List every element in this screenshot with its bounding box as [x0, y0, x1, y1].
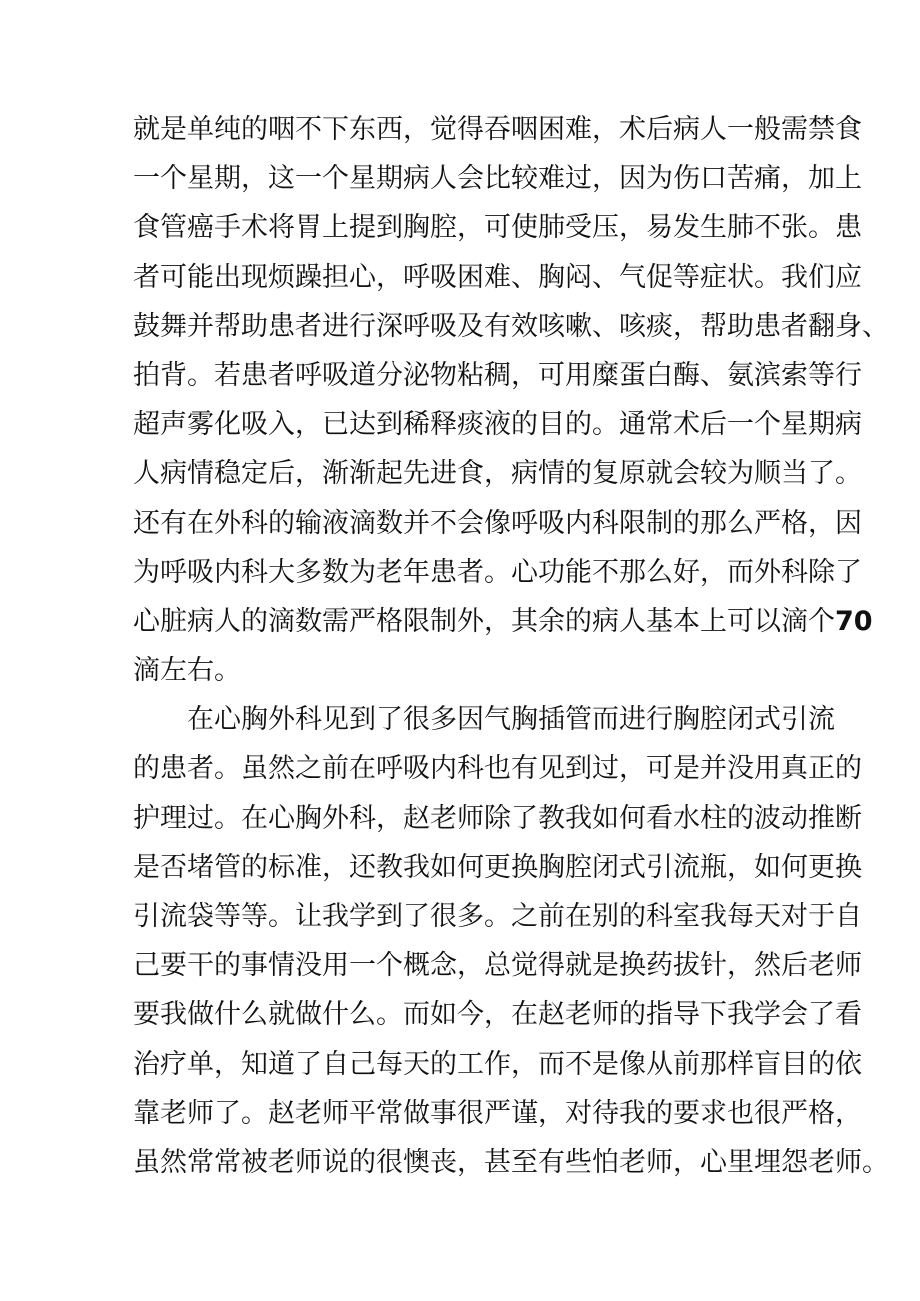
- paragraph-1-line-9: 还有在外科的输液滴数并不会像呼吸内科限制的那么严格，因: [133, 507, 862, 539]
- paragraph-2-line-1: 在心胸外科见到了很多因气胸插管而进行胸腔闭式引流: [187, 704, 835, 736]
- paragraph-2-line-7: 要我做什么就做什么。而如今，在赵老师的指导下我学会了看: [133, 999, 862, 1031]
- paragraph-1-line-11-text: 心脏病人的滴数需严格限制外，其余的病人基本上可以滴个: [133, 605, 835, 637]
- paragraph-1-line-7: 超声雾化吸入，已达到稀释痰液的目的。通常术后一个星期病: [133, 409, 862, 441]
- paragraph-2-line-2: 的患者。虽然之前在呼吸内科也有见到过，可是并没用真正的: [133, 753, 862, 785]
- paragraph-1-line-4: 者可能出现烦躁担心，呼吸困难、胸闷、气促等症状。我们应: [133, 261, 862, 293]
- paragraph-2-line-10: 虽然常常被老师说的很懊丧，甚至有些怕老师，心里埋怨老师。: [133, 1146, 889, 1178]
- paragraph-1-line-5: 鼓舞并帮助患者进行深呼吸及有效咳嗽、咳痰，帮助患者翻身、: [133, 310, 889, 342]
- paragraph-2-line-4: 是否堵管的标准，还教我如何更换胸腔闭式引流瓶，如何更换: [133, 851, 862, 883]
- paragraph-1-line-2: 一个星期，这一个星期病人会比较难过，因为伤口苦痛，加上: [133, 163, 862, 195]
- paragraph-1-line-12: 滴左右。: [133, 655, 241, 687]
- body-text: [133, 105, 889, 1187]
- paragraph-1-line-11: [133, 597, 873, 646]
- paragraph-1-line-6: 拍背。若患者呼吸道分泌物粘稠，可用糜蛋白酶、氨滨索等行: [133, 359, 862, 391]
- paragraph-1-line-3: 食管癌手术将胃上提到胸腔，可使肺受压，易发生肺不张。患: [133, 212, 862, 244]
- paragraph-2-line-8: 治疗单，知道了自己每天的工作，而不是像从前那样盲目的依: [133, 1048, 862, 1080]
- paragraph-1-line-1: 就是单纯的咽不下东西，觉得吞咽困难，术后病人一般需禁食: [133, 114, 862, 145]
- paragraph-1-line-10: 为呼吸内科大多数为老年患者。心功能不那么好，而外科除了: [133, 556, 862, 588]
- paragraph-2-line-3: 护理过。在心胸外科，赵老师除了教我如何看水柱的波动推断: [133, 802, 862, 834]
- paragraph-2-line-6: 己要干的事情没用一个概念，总觉得就是换药拔针，然后老师: [133, 950, 862, 982]
- paragraph-2-line-9: 靠老师了。赵老师平常做事很严谨，对待我的要求也很严格，: [133, 1097, 862, 1129]
- paragraph-1-line-8: 人病情稳定后，渐渐起先进食，病情的复原就会较为顺当了。: [133, 458, 862, 490]
- paragraph-2-line-5: 引流袋等等。让我学到了很多。之前在别的科室我每天对于自: [133, 901, 862, 932]
- drip-rate-number: 70: [835, 605, 873, 637]
